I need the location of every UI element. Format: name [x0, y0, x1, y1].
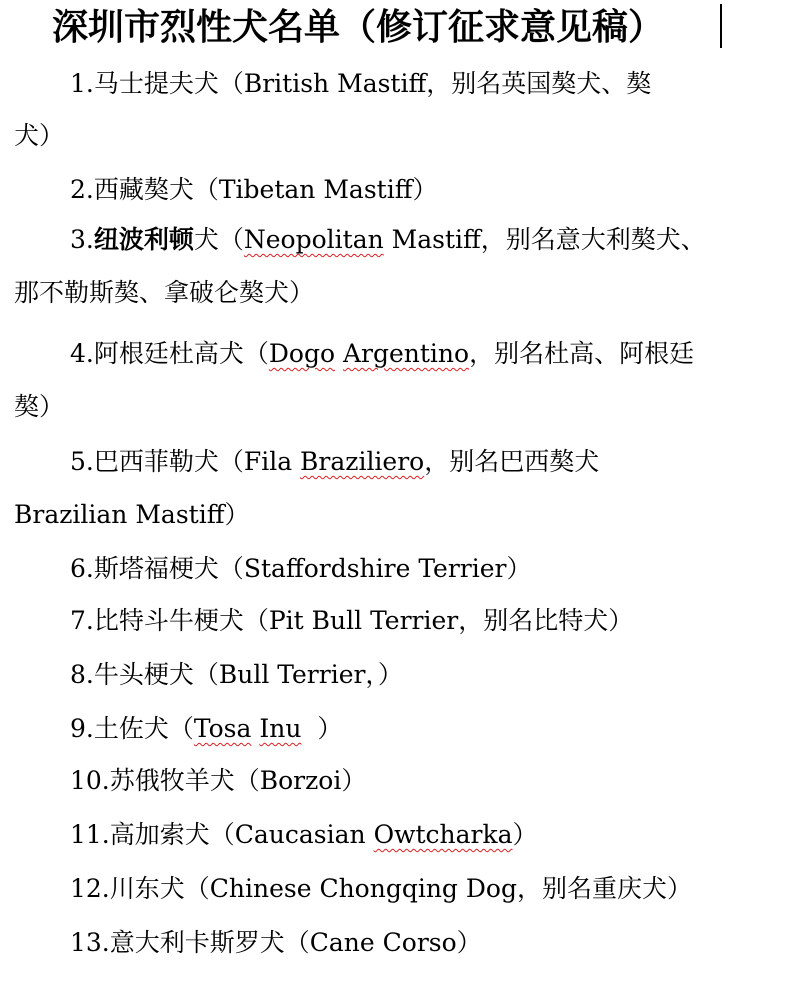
bold-breed-name: 纽波利顿: [93, 225, 194, 254]
spellcheck-word: Owtcharka: [373, 820, 513, 849]
spellcheck-word: Argentino: [342, 339, 470, 368]
list-item-13: 13.意大利卡斯罗犬（Cane Corso）: [70, 928, 482, 957]
list-item-1-line-2: 犬）: [14, 121, 65, 150]
list-item-1-line-1: 1.马士提夫犬（British Mastiff，别名英国獒犬、獒: [70, 69, 652, 98]
list-item-4-line-1: [70, 336, 694, 372]
text-segment: ）: [301, 714, 343, 743]
text-segment: ，别名巴西獒犬: [424, 447, 600, 476]
spellcheck-word: Tosa: [193, 714, 252, 743]
list-item-2: 2.西藏獒犬（Tibetan Mastiff）: [70, 175, 438, 204]
text-segment: 11.高加索犬（Caucasian: [70, 820, 374, 849]
text-segment: 9.土佐犬（: [70, 714, 194, 743]
list-item-5-line-2: Brazilian Mastiff）: [14, 500, 250, 529]
text-segment: ，别名杜高、阿根廷: [469, 339, 695, 368]
text-segment: [335, 339, 343, 368]
text-segment: Mastiff，别名意大利獒犬、: [383, 225, 706, 254]
text-cursor: [720, 4, 722, 48]
text-segment: 4.阿根廷杜高犬（: [70, 339, 269, 368]
list-item-3-line-1: [70, 222, 706, 258]
spellcheck-word: Dogo: [268, 339, 336, 368]
list-item-9: [70, 711, 342, 747]
list-item-3-line-2: 那不勒斯獒、拿破仑獒犬）: [14, 278, 315, 307]
spellcheck-word: Braziliero: [300, 447, 425, 476]
spellcheck-word: Neopolitan: [243, 225, 384, 254]
document-title: 深圳市烈性犬名单（修订征求意见稿）: [52, 7, 665, 48]
text-segment: 5.巴西菲勒犬（Fila: [70, 447, 301, 476]
list-item-6: 6.斯塔福梗犬（Staffordshire Terrier）: [70, 554, 532, 583]
list-item-7: 7.比特斗牛梗犬（Pit Bull Terrier，别名比特犬）: [70, 606, 634, 635]
list-item-11: [70, 817, 538, 853]
spellcheck-word: Inu: [259, 714, 302, 743]
list-item-4-line-2: 獒）: [14, 392, 65, 421]
list-item-10: 10.苏俄牧羊犬（Borzoi）: [70, 766, 367, 795]
list-item-5-line-1: [70, 444, 599, 480]
text-segment: ）: [512, 820, 538, 849]
list-item-12: 12.川东犬（Chinese Chongqing Dog，别名重庆犬）: [70, 874, 692, 903]
list-item-8: 8.牛头梗犬（Bull Terrier，）: [70, 660, 403, 689]
text-segment: 犬（: [193, 225, 244, 254]
item-number: 3.: [70, 225, 94, 254]
